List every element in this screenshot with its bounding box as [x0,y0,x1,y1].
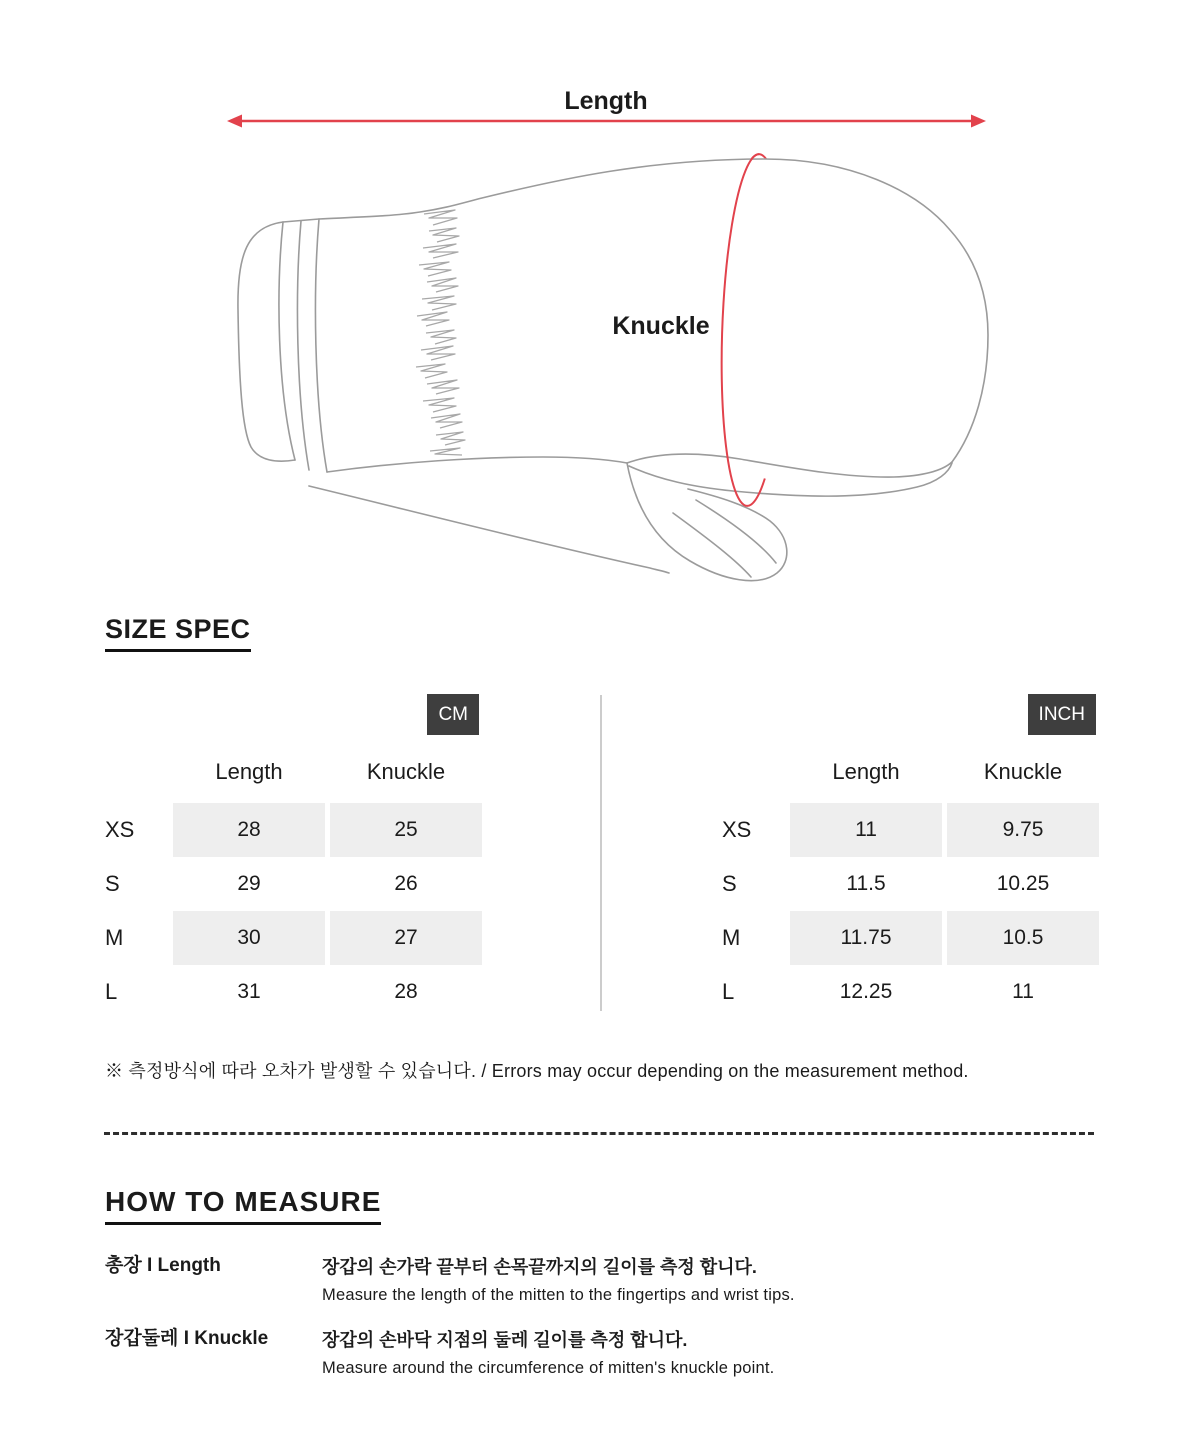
table-cell: 11.75 [790,911,942,965]
table-cell: 11 [790,803,942,857]
measure-desc-ko: 장갑의 손가락 끝부터 손목끝까지의 길이를 측정 합니다. [322,1257,757,1277]
size-label: S [722,871,737,896]
measure-desc-en: Measure around the circumference of mitten's knuckle point. [322,1359,775,1377]
how-to-measure-heading: HOW TO MEASURE [105,1186,381,1225]
length-label: Length [564,87,648,115]
table-row [105,803,479,857]
arrow-left-icon [227,115,242,128]
table-cell: 28 [394,980,418,1003]
mitten-diagram [0,0,1200,612]
table-header-row [722,759,1096,785]
size-label: M [105,925,124,950]
table-row [722,965,1096,1019]
table-cell: 10.5 [947,911,1099,965]
table-cell: 30 [173,911,325,965]
table-cell: 9.75 [947,803,1099,857]
knuckle-label: Knuckle [612,312,710,340]
table-row [105,911,479,965]
dashed-divider [104,1132,1094,1135]
size-label: XS [105,817,135,842]
measure-desc-ko: 장갑의 손바닥 지점의 둘레 길이를 측정 합니다. [322,1330,688,1350]
table-cell: 11.5 [846,872,886,895]
size-label: L [105,979,118,1004]
size-label: M [722,925,741,950]
size-spec-heading: SIZE SPEC [105,614,251,652]
table-row [722,857,1096,911]
size-label: S [105,871,120,896]
table-cell: 10.25 [996,872,1050,895]
size-label: XS [722,817,752,842]
table-cell: 27 [330,911,482,965]
list-item [105,1253,1095,1309]
unit-badge-inch: INCH [1028,694,1096,735]
column-header-knuckle: Knuckle [983,759,1063,784]
table-cell: 12.25 [839,980,893,1003]
table-cell: 31 [237,980,261,1003]
size-label: L [722,979,735,1004]
unit-badge-cm: CM [427,694,479,735]
table-row [722,803,1096,857]
table-cell: 29 [237,872,261,895]
size-table-cm [105,693,479,1023]
column-header-knuckle: Knuckle [366,759,446,784]
size-table-inch [722,693,1096,1023]
measurement-note: ※ 측정방식에 따라 오차가 발생할 수 있습니다. / Errors may occur depending on the measurement method. [105,1061,969,1081]
table-row [722,911,1096,965]
length-dimension-arrow [227,115,986,128]
arrow-right-icon [971,115,986,128]
column-header-length: Length [832,759,900,784]
table-row [105,965,479,1019]
measure-term-knuckle: 장갑둘레 I Knuckle [105,1328,269,1349]
table-cell: 25 [330,803,482,857]
measure-definitions [105,1253,1095,1399]
table-divider [600,695,602,1011]
table-header-row [105,759,479,785]
measure-desc-en: Measure the length of the mitten to the fingertips and wrist tips. [322,1286,795,1304]
table-row [105,857,479,911]
table-cell: 26 [394,872,418,895]
list-item [105,1326,1095,1382]
column-header-length: Length [215,759,283,784]
table-cell: 28 [173,803,325,857]
table-cell: 11 [1012,980,1034,1003]
measure-term-length: 총장 I Length [105,1255,221,1276]
mitten-silhouette [238,159,988,583]
